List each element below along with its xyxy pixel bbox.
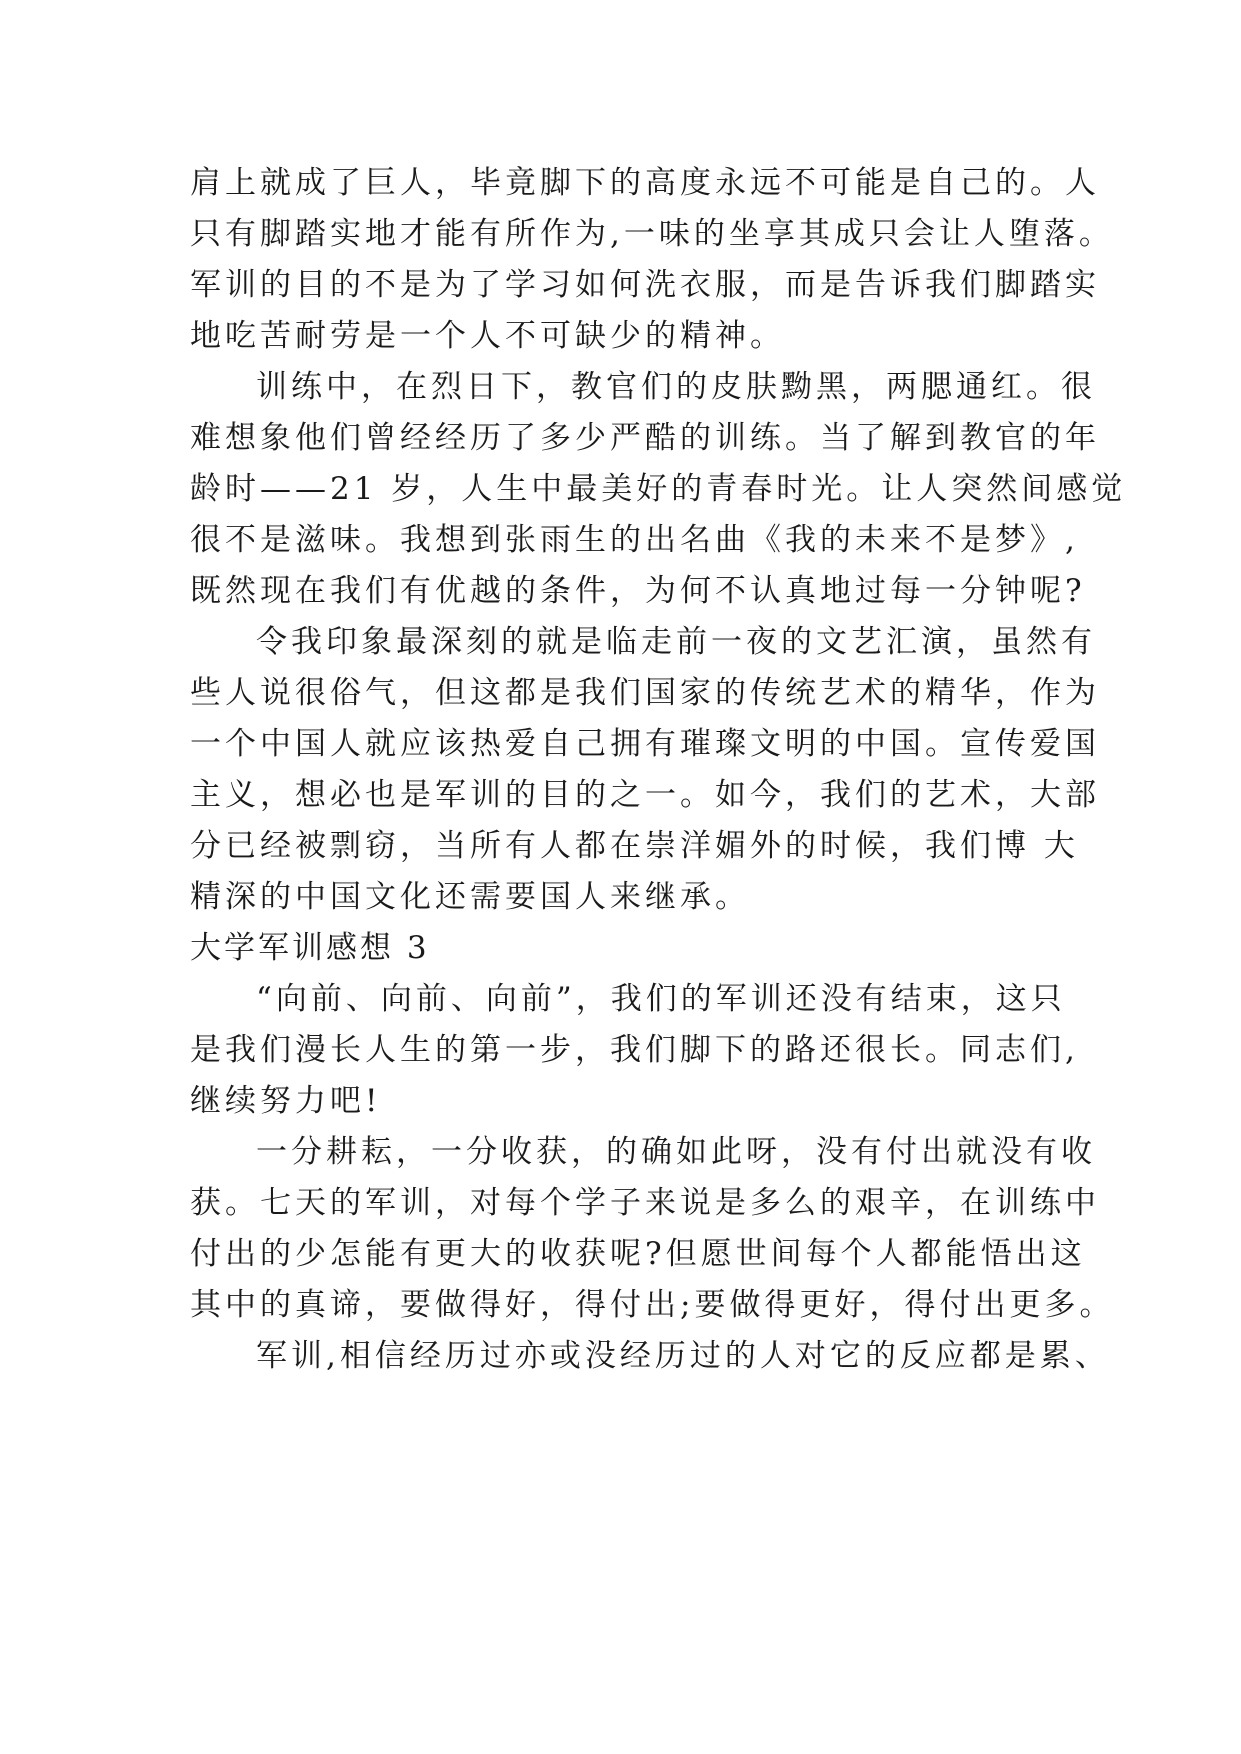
text-line: 其中的真谛，要做得好，得付出;要做得更好，得付出更多。 xyxy=(190,1287,1115,1323)
text-line: 精深的中国文化还需要国人来继承。 xyxy=(190,879,750,915)
text-line: 只有脚踏实地才能有所作为,一味的坐享其成只会让人堕落。 xyxy=(190,216,1114,252)
text-line: 些人说很俗气，但这都是我们国家的传统艺术的精华，作为 xyxy=(190,675,1100,711)
text-line: 龄时——21 岁，人生中最美好的青春时光。让人突然间感觉 xyxy=(190,471,1127,507)
text-line: 军训的目的不是为了学习如何洗衣服，而是告诉我们脚踏实 xyxy=(190,267,1100,303)
text-line: 很不是滋味。我想到张雨生的出名曲《我的未来不是梦》, xyxy=(190,522,1079,558)
text-line: 分已经被剽窃，当所有人都在崇洋媚外的时候，我们博 大 xyxy=(190,828,1079,864)
document-body xyxy=(190,158,1127,1382)
text-line: 肩上就成了巨人，毕竟脚下的高度永远不可能是自己的。人 xyxy=(190,165,1100,201)
paragraph-start-line: “向前、向前、向前”，我们的军训还没有结束，这只 xyxy=(256,981,1066,1017)
paragraph-start-line: 训练中，在烈日下，教官们的皮肤黝黑，两腮通红。很 xyxy=(256,369,1096,405)
section-heading: 大学军训感想 3 xyxy=(190,930,430,966)
text-line: 地吃苦耐劳是一个人不可缺少的精神。 xyxy=(190,318,785,354)
text-line: 是我们漫长人生的第一步，我们脚下的路还很长。同志们, xyxy=(190,1032,1079,1068)
paragraph-start-line: 令我印象最深刻的就是临走前一夜的文艺汇演，虽然有 xyxy=(256,624,1096,660)
text-line: 付出的少怎能有更大的收获呢?但愿世间每个人都能悟出这 xyxy=(190,1236,1086,1272)
paragraph-start-line: 军训,相信经历过亦或没经历过的人对它的反应都是累、 xyxy=(256,1338,1110,1374)
text-line: 主义，想必也是军训的目的之一。如今，我们的艺术，大部 xyxy=(190,777,1100,813)
text-line: 继续努力吧! xyxy=(190,1083,382,1119)
text-line: 获。七天的军训，对每个学子来说是多么的艰辛，在训练中 xyxy=(190,1185,1100,1221)
text-line: 既然现在我们有优越的条件，为何不认真地过每一分钟呢? xyxy=(190,573,1086,609)
text-line: 一个中国人就应该热爱自己拥有璀璨文明的中国。宣传爱国 xyxy=(190,726,1100,762)
text-line: 难想象他们曾经经历了多少严酷的训练。当了解到教官的年 xyxy=(190,420,1100,456)
paragraph-start-line: 一分耕耘，一分收获，的确如此呀，没有付出就没有收 xyxy=(256,1134,1096,1170)
